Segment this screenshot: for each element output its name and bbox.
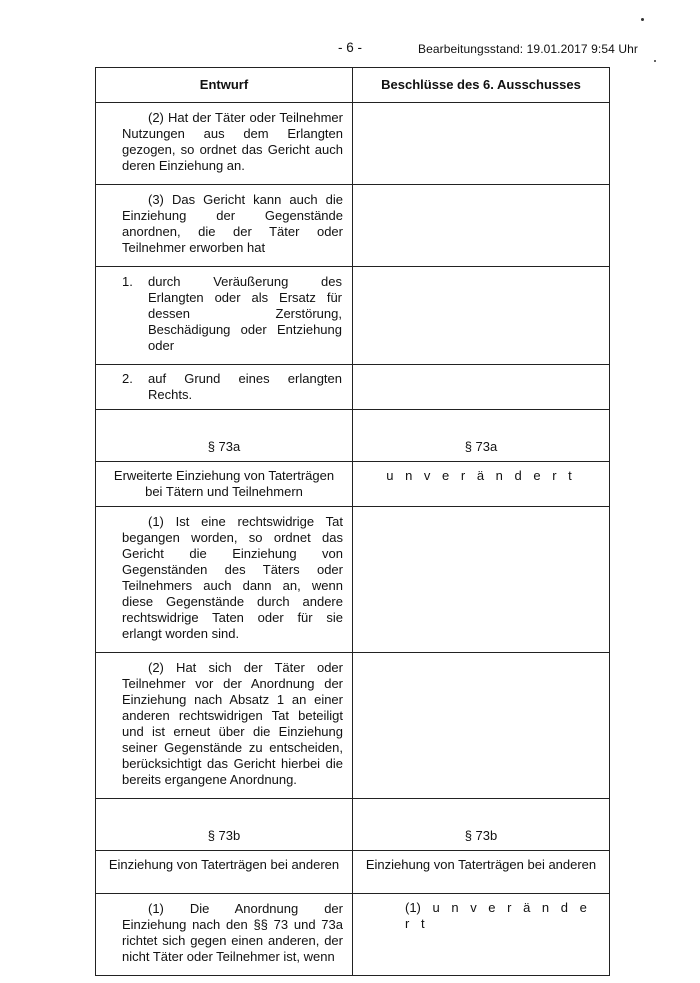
- table-row: [96, 267, 610, 365]
- column-header-left: Entwurf: [96, 68, 353, 103]
- paragraph-73a-1: (1) Ist eine rechtswidrige Tat begangen worden, so ordnet das Gericht die Einziehung von Gegenständen des Täters oder Teilnehmers auch dann an, wenn diese Gegenstände durch andere rechtswidrige Taten oder für sie erlangt worden sind.: [122, 514, 343, 641]
- empty-cell: [353, 653, 610, 799]
- section-73a-title: Erweiterte Einziehung von Taterträgen bei Tätern und Teilnehmern: [113, 468, 335, 499]
- list-item-text: durch Veräußerung des Erlangten oder als Ersatz für dessen Zerstörung, Beschädigung oder Entziehung oder: [148, 274, 342, 353]
- list-item-text: auf Grund eines erlangten Rechts.: [148, 371, 342, 402]
- table-row: [96, 894, 610, 976]
- section-73b-right: § 73b: [353, 799, 610, 851]
- section-heading-row: [96, 799, 610, 851]
- page-number: - 6 -: [338, 40, 363, 55]
- table-header-row: [96, 68, 610, 103]
- section-73a-left: § 73a: [96, 410, 353, 462]
- section-heading-row: [96, 410, 610, 462]
- unchanged-note: u n v e r ä n d e r t: [386, 468, 576, 483]
- edit-status: Bearbeitungsstand: 19.01.2017 9:54 Uhr: [418, 42, 638, 56]
- table-row: [96, 653, 610, 799]
- scan-speck: [654, 60, 656, 62]
- paragraph-73b-1: (1) Die Anordnung der Einziehung nach den §§ 73 und 73a richtet sich gegen einen anderen, der nicht Täter oder Teilnehmer ist, wenn: [122, 901, 343, 964]
- paragraph-73-3: (3) Das Gericht kann auch die Einziehung der Gegenstände anordnen, die der Täter oder Teilnehmer erworben hat: [122, 192, 343, 255]
- empty-cell: [353, 365, 610, 410]
- section-73b-title: Einziehung von Taterträgen bei anderen: [108, 857, 340, 872]
- list-number: 1.: [122, 274, 133, 289]
- list-number: 2.: [122, 371, 133, 386]
- paragraph-73-2: (2) Hat der Täter oder Teilnehmer Nutzungen aus dem Erlangten gezogen, so ordnet das Gericht auch deren Einziehung an.: [122, 110, 343, 173]
- section-73b-title-right: Einziehung von Taterträgen bei anderen: [365, 857, 597, 872]
- table-row: [96, 103, 610, 185]
- comparison-table: [95, 67, 610, 976]
- unchanged-note: u n v e r ä n d e r t: [405, 900, 591, 931]
- section-73b-left: § 73b: [96, 799, 353, 851]
- empty-cell: [353, 103, 610, 185]
- empty-cell: [353, 507, 610, 653]
- empty-cell: [353, 185, 610, 267]
- section-73a-right: § 73a: [353, 410, 610, 462]
- scan-speck: [641, 18, 644, 21]
- paragraph-73a-2: (2) Hat sich der Täter oder Teilnehmer vor der Anordnung der Einziehung nach Absatz 1 an einer anderen rechtswidrigen Tat beteiligt und ist erneut über die Einziehung seiner Gegenstände zu entscheiden, berücksichtigt das Gericht hierbei die bereits ergangene Anordnung.: [122, 660, 343, 787]
- table-row: [96, 851, 610, 894]
- table-row: [96, 365, 610, 410]
- column-header-right: Beschlüsse des 6. Ausschusses: [353, 68, 610, 103]
- empty-cell: [353, 267, 610, 365]
- table-row: [96, 185, 610, 267]
- table-row: [96, 507, 610, 653]
- table-row: [96, 462, 610, 507]
- paragraph-number: (1): [405, 900, 421, 915]
